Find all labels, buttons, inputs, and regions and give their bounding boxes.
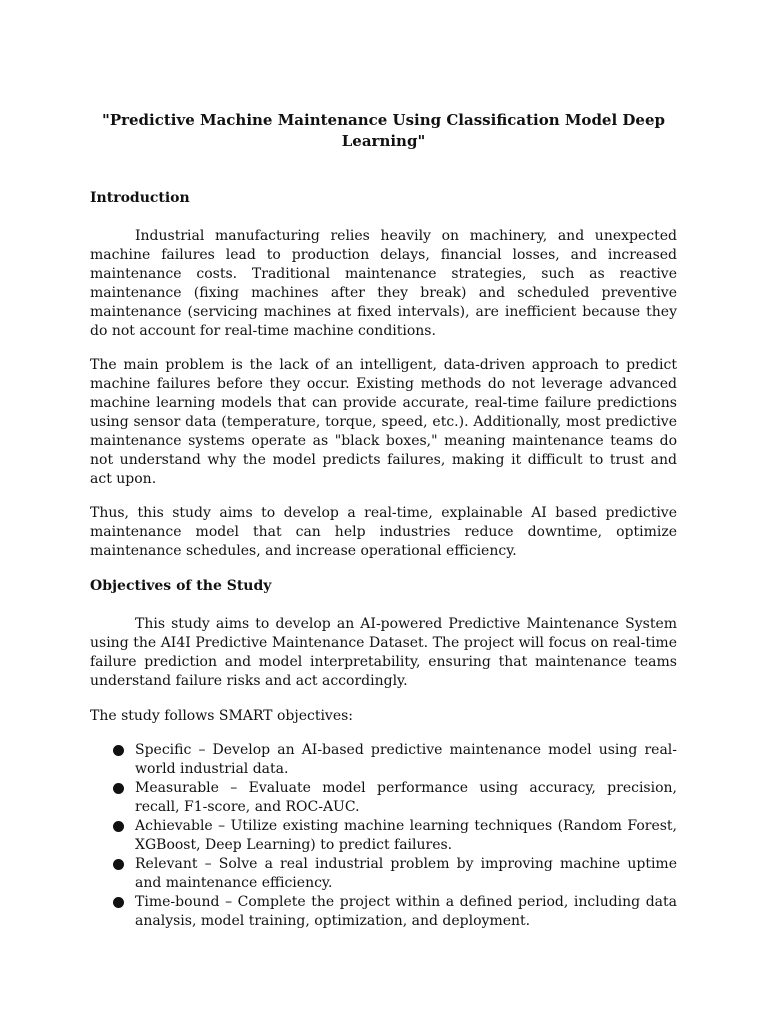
document-page	[90, 110, 677, 931]
introduction-heading: Introduction	[90, 190, 190, 206]
smart-objectives-list	[90, 741, 677, 931]
list-item-text: Time-bound – Complete the project within a defined period, including data analysis, model training, optimization, and deployment.	[135, 894, 677, 929]
list-item	[90, 855, 677, 893]
objectives-paragraph: This study aims to develop an AI-powered Predictive Maintenance System using the AI4I Predictive Maintenance Dataset. The project will focus on real-time failure prediction and model interpretability, ensuring that maintenance teams understand failure risks and act accordingly.	[90, 616, 677, 689]
list-item	[90, 817, 677, 855]
bullet-icon	[113, 745, 124, 756]
list-item-text: Measurable – Evaluate model performance using accuracy, precision, recall, F1-score, and ROC-AUC.	[135, 780, 677, 815]
introduction-paragraph-3: Thus, this study aims to develop a real-time, explainable AI based predictive maintenance model that can help industries reduce downtime, optimize maintenance schedules, and increase operational efficiency.	[90, 505, 677, 559]
introduction-paragraph-2: The main problem is the lack of an intelligent, data-driven approach to predict machine failures before they occur. Existing methods do not leverage advanced machine learning models that can provide accurate, real-time failure predictions using sensor data (temperature, torque, speed, etc.). Additionally, most predictive maintenance systems operate as "black boxes," meaning maintenance teams do not understand why the model predicts failures, making it difficult to trust and act upon.	[90, 357, 677, 487]
bullet-icon	[113, 859, 124, 870]
smart-intro: The study follows SMART objectives:	[90, 708, 354, 724]
list-item-text: Relevant – Solve a real industrial problem by improving machine uptime and maintenance efficiency.	[135, 856, 677, 891]
bullet-icon	[113, 783, 124, 794]
list-item-text: Specific – Develop an AI-based predictive maintenance model using real-world industrial data.	[135, 742, 677, 777]
list-item	[90, 893, 677, 931]
bullet-icon	[113, 821, 124, 832]
list-item	[90, 779, 677, 817]
list-item	[90, 741, 677, 779]
objectives-heading: Objectives of the Study	[90, 578, 272, 594]
list-item-text: Achievable – Utilize existing machine learning techniques (Random Forest, XGBoost, Deep Learning) to predict failures.	[135, 818, 677, 853]
bullet-icon	[113, 897, 124, 908]
document-title: "Predictive Machine Maintenance Using Classification Model Deep Learning"	[102, 111, 665, 150]
introduction-paragraph-1: Industrial manufacturing relies heavily on machinery, and unexpected machine failures lead to production delays, financial losses, and increased maintenance costs. Traditional maintenance strategies, such as reactive maintenance (fixing machines after they break) and scheduled preventive maintenance (servicing machines at fixed intervals), are inefficient because they do not account for real-time machine conditions.	[90, 228, 677, 339]
